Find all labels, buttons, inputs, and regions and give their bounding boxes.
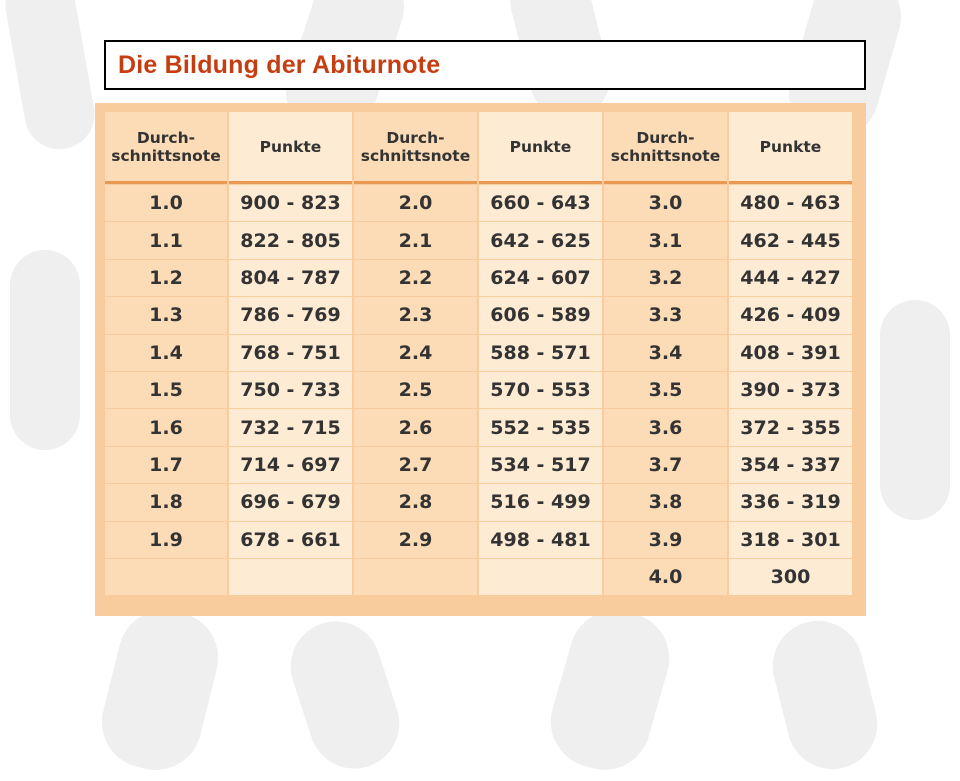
- cell-punkte: [229, 559, 352, 595]
- cell-punkte: 372 - 355: [729, 409, 852, 445]
- cell-punkte: 696 - 679: [229, 484, 352, 520]
- background-wave-shape: [763, 611, 887, 778]
- cell-durchschnittsnote: 3.2: [604, 260, 727, 296]
- cell-durchschnittsnote: 1.0: [105, 185, 227, 221]
- cell-durchschnittsnote: 1.9: [105, 522, 227, 558]
- cell-punkte: 462 - 445: [729, 222, 852, 258]
- cell-punkte: 408 - 391: [729, 335, 852, 371]
- cell-durchschnittsnote: 2.8: [354, 484, 477, 520]
- cell-punkte: 822 - 805: [229, 222, 352, 258]
- cell-punkte: 534 - 517: [479, 447, 602, 483]
- cell-durchschnittsnote: 1.1: [105, 222, 227, 258]
- cell-durchschnittsnote: 1.4: [105, 335, 227, 371]
- cell-durchschnittsnote: 3.4: [604, 335, 727, 371]
- cell-punkte: 588 - 571: [479, 335, 602, 371]
- cell-punkte: [479, 559, 602, 595]
- slide-title-box: [104, 40, 866, 90]
- cell-durchschnittsnote: 3.1: [604, 222, 727, 258]
- cell-durchschnittsnote: [354, 559, 477, 595]
- cell-durchschnittsnote: 3.9: [604, 522, 727, 558]
- cell-punkte: 768 - 751: [229, 335, 352, 371]
- cell-durchschnittsnote: 3.0: [604, 185, 727, 221]
- cell-punkte: 804 - 787: [229, 260, 352, 296]
- cell-punkte: 498 - 481: [479, 522, 602, 558]
- cell-durchschnittsnote: 3.7: [604, 447, 727, 483]
- header-punkte: Punkte: [479, 112, 602, 184]
- cell-punkte: 732 - 715: [229, 409, 352, 445]
- slide-title: Die Bildung der Abiturnote: [118, 50, 441, 79]
- cell-durchschnittsnote: 1.2: [105, 260, 227, 296]
- cell-punkte: 786 - 769: [229, 297, 352, 333]
- cell-punkte: 624 - 607: [479, 260, 602, 296]
- cell-durchschnittsnote: 1.3: [105, 297, 227, 333]
- cell-punkte: 678 - 661: [229, 522, 352, 558]
- cell-durchschnittsnote: 1.5: [105, 372, 227, 408]
- cell-punkte: 570 - 553: [479, 372, 602, 408]
- cell-durchschnittsnote: 2.5: [354, 372, 477, 408]
- cell-durchschnittsnote: 2.1: [354, 222, 477, 258]
- cell-durchschnittsnote: 1.7: [105, 447, 227, 483]
- cell-durchschnittsnote: 3.5: [604, 372, 727, 408]
- cell-punkte: 354 - 337: [729, 447, 852, 483]
- cell-punkte: 318 - 301: [729, 522, 852, 558]
- grade-table: [105, 112, 856, 595]
- background-wave-shape: [0, 0, 100, 155]
- cell-durchschnittsnote: 2.9: [354, 522, 477, 558]
- cell-durchschnittsnote: 1.8: [105, 484, 227, 520]
- header-durchschnittsnote: Durch- schnittsnote: [354, 112, 477, 184]
- cell-durchschnittsnote: 1.6: [105, 409, 227, 445]
- header-durchschnittsnote: Durch- schnittsnote: [105, 112, 227, 184]
- background-wave-shape: [540, 599, 680, 780]
- cell-durchschnittsnote: 2.6: [354, 409, 477, 445]
- cell-durchschnittsnote: 2.0: [354, 185, 477, 221]
- header-punkte: Punkte: [729, 112, 852, 184]
- cell-durchschnittsnote: 3.6: [604, 409, 727, 445]
- cell-punkte: 642 - 625: [479, 222, 602, 258]
- cell-punkte: 480 - 463: [729, 185, 852, 221]
- background-wave-shape: [92, 600, 228, 779]
- cell-punkte: 552 - 535: [479, 409, 602, 445]
- cell-punkte: 516 - 499: [479, 484, 602, 520]
- grade-table-frame: [95, 103, 866, 616]
- cell-durchschnittsnote: 2.4: [354, 335, 477, 371]
- cell-punkte: 426 - 409: [729, 297, 852, 333]
- background-wave-shape: [10, 250, 80, 450]
- cell-durchschnittsnote: 3.3: [604, 297, 727, 333]
- cell-durchschnittsnote: 2.7: [354, 447, 477, 483]
- header-durchschnittsnote: Durch- schnittsnote: [604, 112, 727, 184]
- cell-durchschnittsnote: 2.3: [354, 297, 477, 333]
- cell-durchschnittsnote: 4.0: [604, 559, 727, 595]
- cell-punkte: 300: [729, 559, 852, 595]
- cell-punkte: 606 - 589: [479, 297, 602, 333]
- cell-punkte: 444 - 427: [729, 260, 852, 296]
- cell-punkte: 660 - 643: [479, 185, 602, 221]
- cell-punkte: 390 - 373: [729, 372, 852, 408]
- cell-durchschnittsnote: 2.2: [354, 260, 477, 296]
- cell-punkte: 750 - 733: [229, 372, 352, 408]
- cell-punkte: 900 - 823: [229, 185, 352, 221]
- cell-durchschnittsnote: 3.8: [604, 484, 727, 520]
- header-punkte: Punkte: [229, 112, 352, 184]
- background-wave-shape: [279, 610, 411, 780]
- background-wave-shape: [880, 300, 950, 520]
- cell-durchschnittsnote: [105, 559, 227, 595]
- cell-punkte: 714 - 697: [229, 447, 352, 483]
- cell-punkte: 336 - 319: [729, 484, 852, 520]
